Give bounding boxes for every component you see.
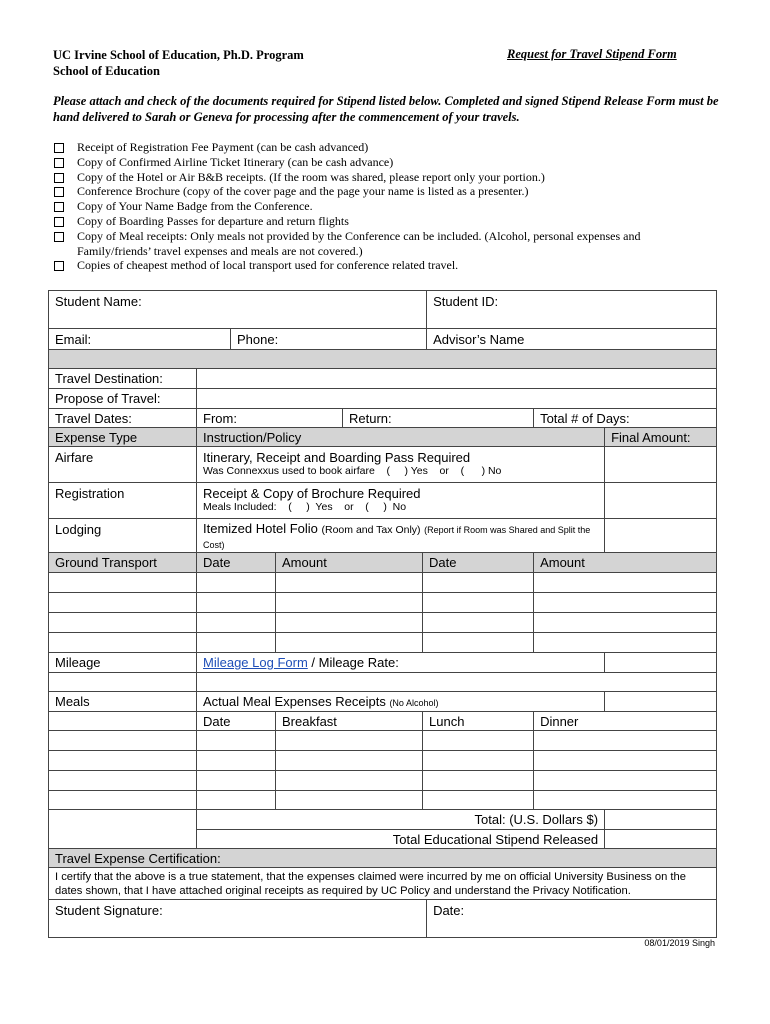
gt-date-header-1: Date <box>197 553 276 573</box>
registration-label: Registration <box>49 483 197 519</box>
phone-field[interactable]: Phone: <box>231 329 427 350</box>
expense-type-header: Expense Type <box>49 428 197 447</box>
form-title: Request for Travel Stipend Form <box>507 47 677 61</box>
organization-header <box>53 47 304 79</box>
checklist-item[interactable]: Conference Brochure (copy of the cover page and the page your name is listed as a presenter.) <box>52 184 712 199</box>
student-id-field[interactable]: Student ID: <box>427 291 717 329</box>
meals-policy: Actual Meal Expenses Receipts (No Alcohol) <box>197 692 605 712</box>
instruction-policy-header: Instruction/Policy <box>197 428 605 447</box>
ground-transport-label: Ground Transport <box>49 553 197 573</box>
checklist-item[interactable]: Copy of the Hotel or Air B&B receipts. (If the room was shared, please report only your portion.) <box>52 170 712 185</box>
checkbox[interactable] <box>54 143 64 153</box>
ground-transport-row <box>49 593 717 613</box>
gt-amount-header-2: Amount <box>534 553 717 573</box>
meals-included-question[interactable]: Meals Included: ( ) Yes or ( ) No <box>203 501 407 513</box>
total-released-amount[interactable] <box>605 830 717 849</box>
breakfast-header: Breakfast <box>276 712 423 731</box>
mileage-label: Mileage <box>49 653 197 673</box>
org-line-1: UC Irvine School of Education, Ph.D. Program <box>53 48 304 62</box>
airfare-label: Airfare <box>49 447 197 483</box>
checkbox[interactable] <box>54 158 64 168</box>
meals-date-header: Date <box>197 712 276 731</box>
from-date-field[interactable]: From: <box>197 409 343 428</box>
meals-amount[interactable] <box>605 692 717 712</box>
lodging-amount[interactable] <box>605 519 717 553</box>
connexxus-question[interactable]: Was Connexxus used to book airfare ( ) Yes or ( ) No <box>203 465 502 477</box>
meals-row <box>49 731 717 751</box>
ground-transport-row <box>49 573 717 593</box>
final-amount-header: Final Amount: <box>605 428 717 447</box>
checkbox[interactable] <box>54 187 64 197</box>
checklist-item[interactable]: Copies of cheapest method of local transport used for conference related travel. <box>52 258 712 273</box>
checkbox[interactable] <box>54 217 64 227</box>
checklist-item[interactable]: Copy of Confirmed Airline Ticket Itinerary (can be cash advance) <box>52 155 712 170</box>
org-line-2: School of Education <box>53 64 160 78</box>
instructions: Please attach and check of the documents required for Stipend listed below. Completed and signed Stipend Release Form must be hand delivered to Sarah or Geneva for processing after the commencement of your travels. <box>53 94 719 124</box>
checkbox[interactable] <box>54 232 64 242</box>
ground-transport-row <box>49 613 717 633</box>
email-field[interactable]: Email: <box>49 329 231 350</box>
checkbox[interactable] <box>54 173 64 183</box>
separator-row <box>49 350 717 369</box>
gt-date-header-2: Date <box>423 553 534 573</box>
mileage-blank-row <box>49 673 717 692</box>
meals-row <box>49 771 717 791</box>
mileage-policy: Mileage Log Form / Mileage Rate: <box>197 653 605 673</box>
airfare-policy: Itinerary, Receipt and Boarding Pass Required Was Connexxus used to book airfare ( ) Yes or ( ) No <box>197 447 605 483</box>
gt-amount-header-1: Amount <box>276 553 423 573</box>
meals-row <box>49 751 717 771</box>
meals-row <box>49 791 717 810</box>
total-days-field[interactable]: Total # of Days: <box>534 409 717 428</box>
checklist-item[interactable]: Copy of Your Name Badge from the Conference. <box>52 199 712 214</box>
travel-destination-input[interactable] <box>197 369 717 389</box>
mileage-amount[interactable] <box>605 653 717 673</box>
checklist-item[interactable]: Copy of Meal receipts: Only meals not provided by the Conference can be included. (Alcohol, personal expenses and Family/friends’ travel expenses and meals are not covered.) <box>52 229 712 259</box>
student-signature-field[interactable]: Student Signature: <box>49 900 427 938</box>
return-date-field[interactable]: Return: <box>343 409 534 428</box>
meals-label: Meals <box>49 692 197 712</box>
checklist-item[interactable]: Receipt of Registration Fee Payment (can be cash advanced) <box>52 140 712 155</box>
advisor-name-field[interactable]: Advisor’s Name <box>427 329 717 350</box>
stipend-form-table <box>48 290 717 938</box>
airfare-amount[interactable] <box>605 447 717 483</box>
total-released-label: Total Educational Stipend Released <box>197 830 605 849</box>
registration-policy: Receipt & Copy of Brochure Required Meals Included: ( ) Yes or ( ) No <box>197 483 605 519</box>
dinner-header: Dinner <box>534 712 717 731</box>
purpose-label: Propose of Travel: <box>49 389 197 409</box>
student-name-field[interactable]: Student Name: <box>49 291 427 329</box>
lodging-label: Lodging <box>49 519 197 553</box>
registration-amount[interactable] <box>605 483 717 519</box>
signature-date-field[interactable]: Date: <box>427 900 717 938</box>
document-checklist <box>52 140 712 273</box>
total-amount[interactable] <box>605 810 717 830</box>
checklist-item[interactable]: Copy of Boarding Passes for departure and return flights <box>52 214 712 229</box>
lodging-policy: Itemized Hotel Folio (Room and Tax Only) (Report if Room was Shared and Split the Cost) <box>197 519 605 553</box>
certification-title: Travel Expense Certification: <box>49 849 717 868</box>
form-version-footer: 08/01/2019 Singh <box>644 938 715 948</box>
total-label: Total: (U.S. Dollars $) <box>197 810 605 830</box>
certification-text: I certify that the above is a true statement, that the expenses claimed were incurred by me on official University Business on the dates shown, that I have attached original receipts as required by UC Policy and understand the Privacy Notification. <box>49 868 717 900</box>
purpose-input[interactable] <box>197 389 717 409</box>
travel-dates-label: Travel Dates: <box>49 409 197 428</box>
lunch-header: Lunch <box>423 712 534 731</box>
checkbox[interactable] <box>54 261 64 271</box>
ground-transport-row <box>49 633 717 653</box>
mileage-log-form-link[interactable]: Mileage Log Form <box>203 655 308 670</box>
travel-destination-label: Travel Destination: <box>49 369 197 389</box>
checkbox[interactable] <box>54 202 64 212</box>
